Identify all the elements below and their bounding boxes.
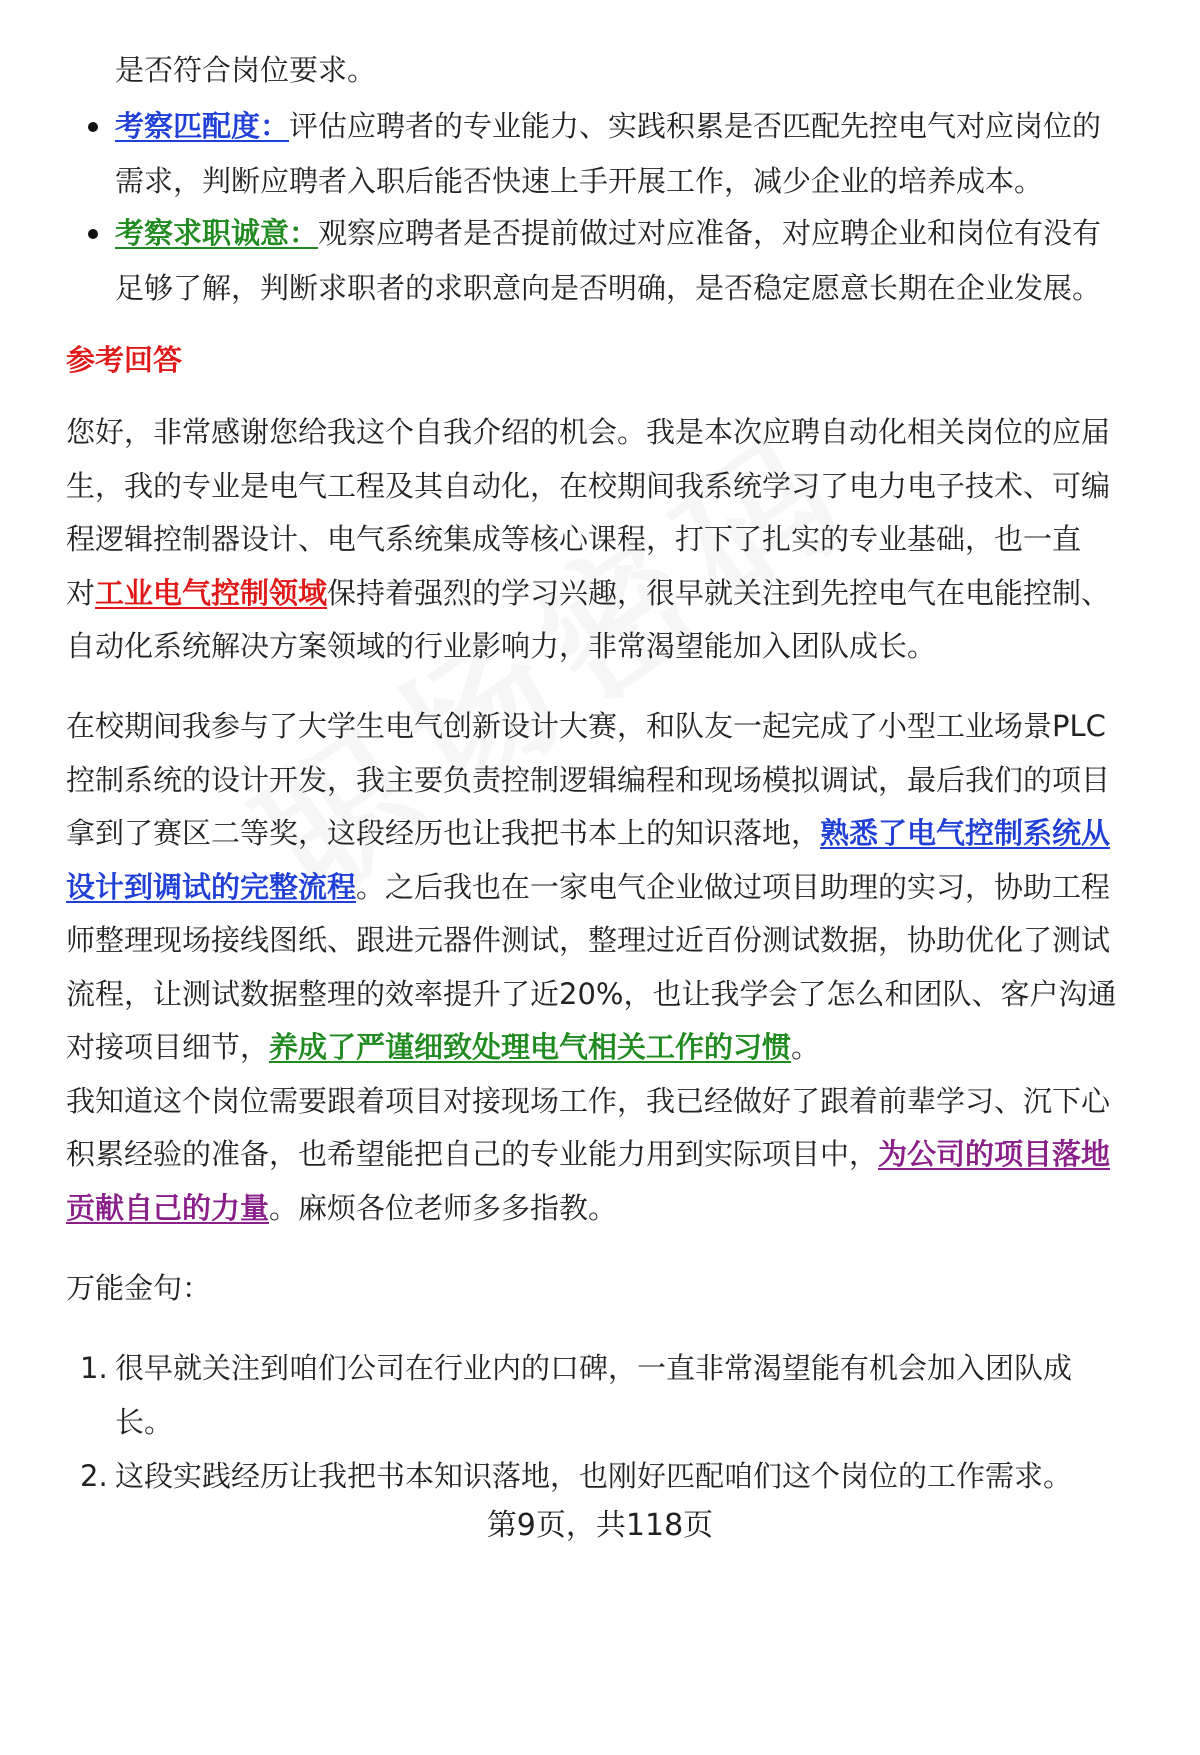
section-title: 参考回答 xyxy=(66,343,183,377)
paragraph-line: 您好，非常感谢您给我这个自我介绍的机会。我是本次应聘自动化相关岗位的应届 xyxy=(66,415,1111,449)
page-footer: 第9页，共118页 xyxy=(486,1508,714,1543)
paragraph-line: 流程，让测试数据整理的效率提升了近20%，也让我学会了怎么和团队、客户沟通 xyxy=(66,977,1117,1011)
paragraph-line: 我知道这个岗位需要跟着项目对接现场工作，我已经做好了跟着前辈学习、沉下心 xyxy=(66,1084,1111,1118)
paragraph-line xyxy=(66,1134,1110,1174)
bullet-dot xyxy=(88,122,98,132)
bullet-label-match: 考察匹配度： xyxy=(115,109,290,143)
highlight-blue: 熟悉了电气控制系统从 xyxy=(820,816,1111,850)
text-span: 。 xyxy=(791,1030,821,1064)
text-span: 对 xyxy=(66,576,96,610)
list-number: 2. xyxy=(80,1459,108,1493)
paragraph-line xyxy=(66,1188,617,1228)
intro-line: 是否符合岗位要求。 xyxy=(115,53,377,87)
highlight-purple: 贡献自己的力量 xyxy=(66,1191,270,1225)
text-span: 积累经验的准备，也希望能把自己的专业能力用到实际项目中， xyxy=(66,1137,879,1171)
paragraph-line: 师整理现场接线图纸、跟进元器件测试，整理过近百份测试数据，协助优化了测试 xyxy=(66,923,1111,957)
paragraph-line xyxy=(66,573,1110,613)
paragraph-line: 自动化系统解决方案领域的行业影响力，非常渴望能加入团队成长。 xyxy=(66,629,937,663)
paragraph-line xyxy=(66,867,1110,907)
paragraph-line: 生，我的专业是电气工程及其自动化，在校期间我系统学习了电力电子技术、可编 xyxy=(66,469,1111,503)
paragraph-line xyxy=(66,1027,820,1067)
paragraph-line: 程逻辑控制器设计、电气系统集成等核心课程，打下了扎实的专业基础，也一直 xyxy=(66,522,1082,556)
text-span: 。麻烦各位老师多多指教。 xyxy=(269,1191,618,1225)
text-span: 对接项目细节， xyxy=(66,1030,270,1064)
list-item: 长。 xyxy=(115,1405,174,1439)
text-span: 保持着强烈的学习兴趣，很早就关注到先控电气在电能控制、 xyxy=(327,576,1111,610)
highlight-purple: 为公司的项目落地 xyxy=(878,1137,1111,1171)
list-number: 1. xyxy=(80,1351,108,1385)
bullet-item xyxy=(115,213,1101,253)
bullet-text: 足够了解，判断求职者的求职意向是否明确，是否稳定愿意长期在企业发展。 xyxy=(115,271,1102,305)
list-item: 这段实践经历让我把书本知识落地，也刚好匹配咱们这个岗位的工作需求。 xyxy=(115,1459,1073,1493)
bullet-text: 需求，判断应聘者入职后能否快速上手开展工作，减少企业的培养成本。 xyxy=(115,164,1044,198)
highlight-blue: 设计到调试的完整流程 xyxy=(66,870,357,904)
golden-title: 万能金句： xyxy=(66,1271,212,1305)
bullet-text: 评估应聘者的专业能力、实践积累是否匹配先控电气对应岗位的 xyxy=(289,109,1102,143)
paragraph-line: 控制系统的设计开发，我主要负责控制逻辑编程和现场模拟调试，最后我们的项目 xyxy=(66,763,1111,797)
list-item: 很早就关注到咱们公司在行业内的口碑，一直非常渴望能有机会加入团队成 xyxy=(115,1351,1073,1385)
paragraph-line xyxy=(66,813,1110,853)
bullet-label-sincerity: 考察求职诚意： xyxy=(115,216,319,250)
highlight-red: 工业电气控制领域 xyxy=(95,576,328,610)
bullet-dot xyxy=(88,229,98,239)
text-span: 。之后我也在一家电气企业做过项目助理的实习，协助工程 xyxy=(356,870,1111,904)
paragraph-line: 在校期间我参与了大学生电气创新设计大赛，和队友一起完成了小型工业场景PLC xyxy=(66,709,1106,743)
text-span: 拿到了赛区二等奖，这段经历也让我把书本上的知识落地， xyxy=(66,816,821,850)
highlight-green: 养成了严谨细致处理电气相关工作的习惯 xyxy=(269,1030,792,1064)
bullet-text: 观察应聘者是否提前做过对应准备，对应聘企业和岗位有没有 xyxy=(318,216,1102,250)
bullet-item xyxy=(115,106,1101,146)
